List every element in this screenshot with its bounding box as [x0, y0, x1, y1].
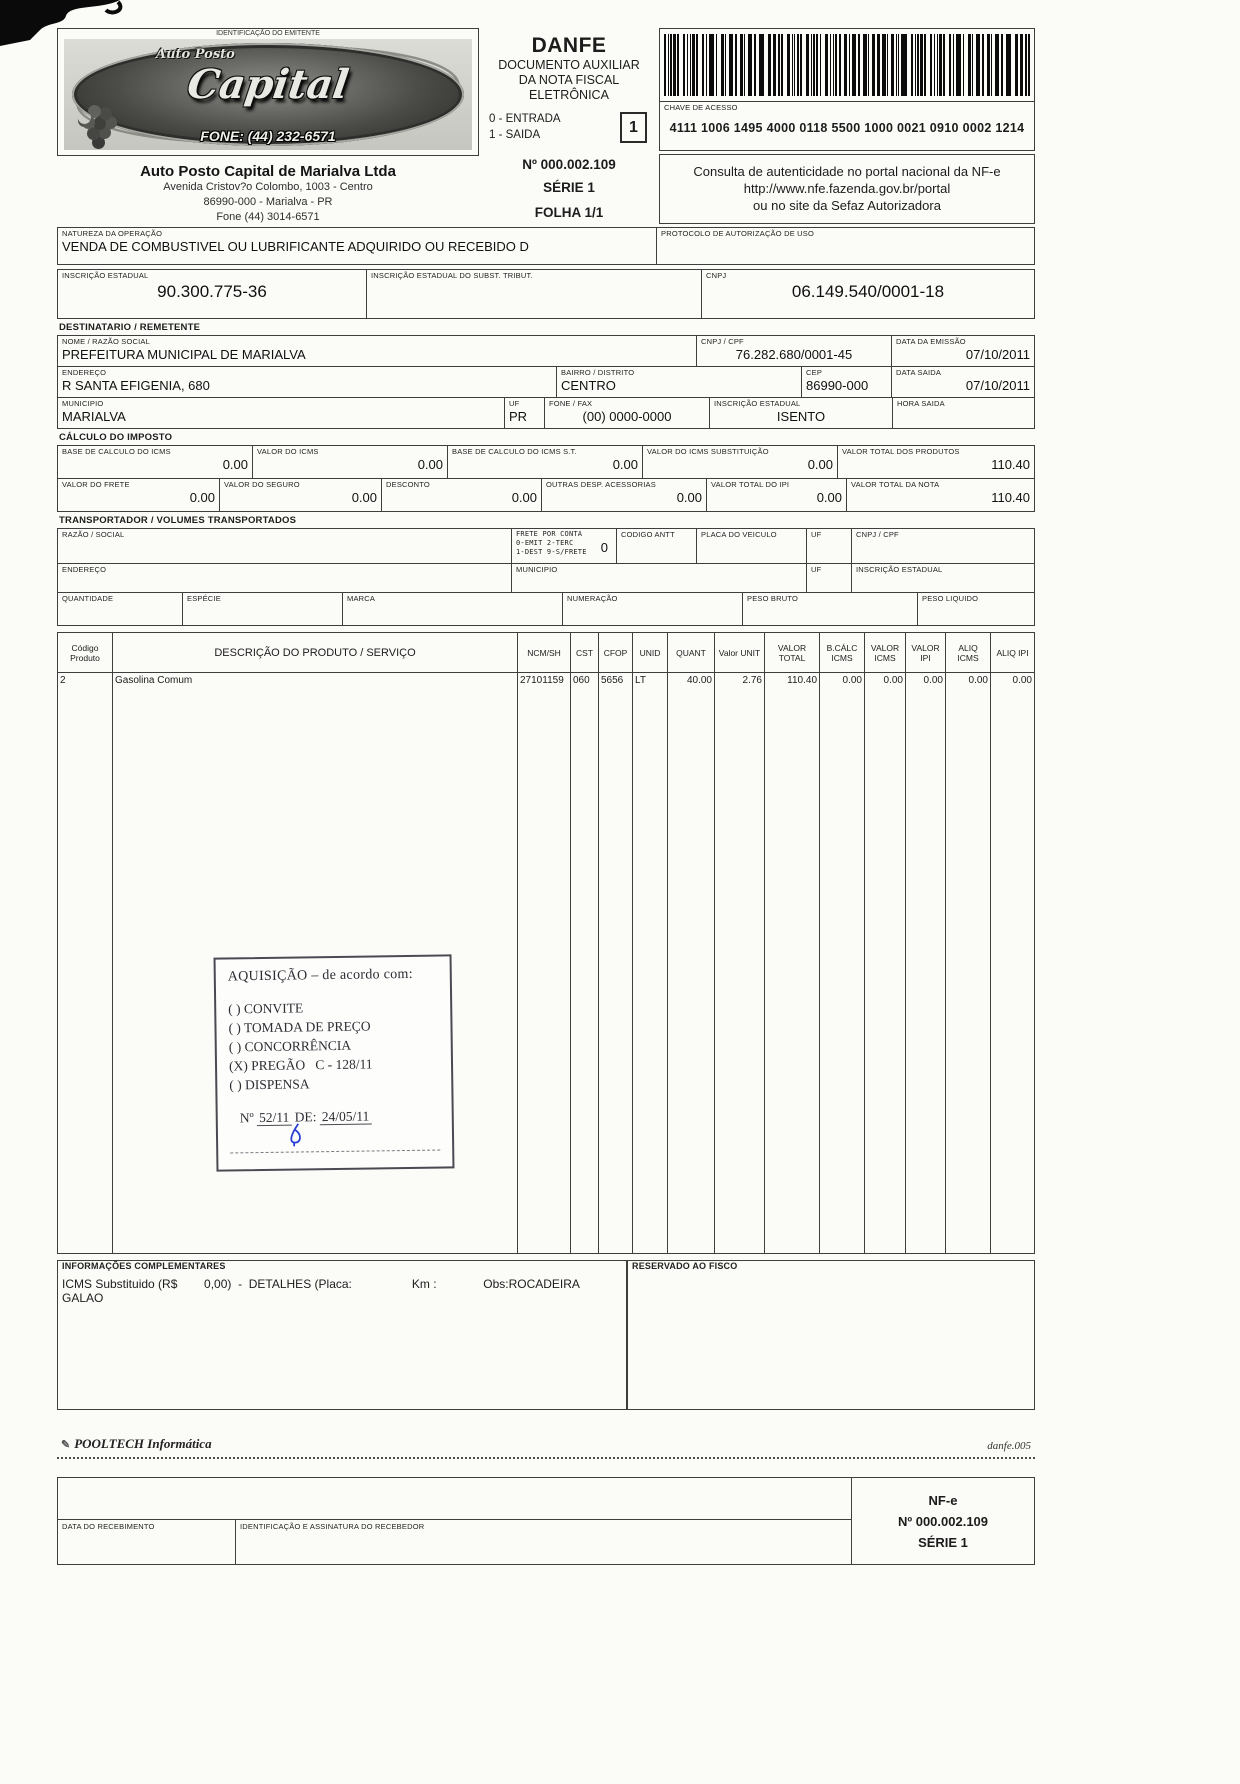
nf-serie: SÉRIE 1: [543, 180, 595, 195]
col-header-valor-icms: VALOR ICMS: [865, 633, 906, 673]
imposto-section: [57, 445, 1035, 512]
field-identificacao-assinatura: IDENTIFICAÇÃO E ASSINATURA DO RECEBEDOR: [240, 1522, 425, 1531]
field-inscricao-estadual-dest: INSCRIÇÃO ESTADUAL ISENTO: [709, 397, 893, 429]
field-quantidade: QUANTIDADE: [57, 592, 183, 626]
col-header-unid: UNID: [633, 633, 668, 673]
field-inscricao-estadual: INSCRIÇÃO ESTADUAL 90.300.775-36: [57, 269, 367, 319]
acquisition-stamp: [214, 954, 455, 1171]
stamp-option-pregao: (X) PREGÃO C - 128/11: [228, 1056, 373, 1074]
transportador-section-title: TRANSPORTADOR / VOLUMES TRANSPORTADOS: [59, 515, 297, 526]
item-cell-aliq-icms: 0.00: [946, 673, 991, 1253]
field-cnpj-emitente: CNPJ 06.149.540/0001-18: [701, 269, 1035, 319]
field-cnpj-transp: CNPJ / CPF: [851, 528, 1035, 564]
field-valor-frete: VALOR DO FRETE 0.00: [57, 478, 220, 512]
stamp-title: AQUISIÇÃO – de acordo com:: [227, 966, 413, 985]
emitter-address-line: Fone (44) 3014-6571: [216, 211, 320, 223]
field-reservado-fisco: RESERVADO AO FISCO: [627, 1260, 1035, 1410]
stamp-date-label: DE:: [294, 1109, 317, 1125]
field-nome-razao-social: NOME / RAZÃO SOCIAL PREFEITURA MUNICIPAL DE MARIALVA: [57, 335, 697, 367]
stamp-date-value: 24/05/11: [320, 1108, 372, 1125]
barcode-box: [659, 28, 1035, 102]
tipo-nf-box: 1: [620, 112, 647, 143]
item-cell-cfop: 5656: [599, 673, 633, 1253]
col-header-valor-ipi: VALOR IPI: [906, 633, 946, 673]
col-header-aliq-icms: ALIQ ICMS: [946, 633, 991, 673]
stamp-option-concorrencia: ( ) CONCORRÊNCIA: [228, 1037, 352, 1055]
item-cell-descricao: Gasolina Comum: [113, 673, 518, 1253]
destinatario-row-2: [57, 366, 1035, 398]
stamp-num-value: 52/11: [257, 1110, 291, 1126]
col-header-cst: CST: [571, 633, 599, 673]
consulta-line: ou no site da Sefaz Autorizadora: [753, 198, 941, 213]
consulta-box: [659, 154, 1035, 224]
destinatario-section-title: DESTINATARIO / REMETENTE: [59, 322, 201, 333]
destinatario-row-1: [57, 335, 1035, 367]
item-cell-valor-total: 110.40: [765, 673, 820, 1253]
col-header-quant: QUANT: [668, 633, 715, 673]
field-valor-seguro: VALOR DO SEGURO 0.00: [219, 478, 382, 512]
stamp-option-dispensa: ( ) DISPENSA: [229, 1076, 310, 1093]
col-header-descricao: DESCRIÇÃO DO PRODUTO / SERVIÇO: [113, 633, 518, 673]
field-uf: UF PR: [504, 397, 545, 429]
stub-nfe-label: NF-e: [928, 1492, 958, 1508]
emitter-name: Auto Posto Capital de Marialva Ltda: [140, 163, 396, 180]
danfe-subtitle: DA NOTA FISCAL: [518, 73, 620, 87]
nf-number: Nº 000.002.109: [522, 157, 616, 172]
pooltech-logo-icon: ✎: [61, 1439, 71, 1451]
imposto-row-1: [57, 445, 1035, 479]
stamp-footer: [230, 1108, 440, 1127]
items-body: [58, 673, 1034, 1253]
field-endereco: ENDEREÇO R SANTA EFIGENIA, 680: [57, 366, 557, 398]
emitter-info: [57, 156, 479, 225]
items-table: [57, 632, 1035, 1254]
field-bairro-distrito: BAIRRO / DISTRITO CENTRO: [556, 366, 802, 398]
field-marca: MARCA: [342, 592, 563, 626]
field-base-calculo-icms-st: BASE DE CALCULO DO ICMS S.T. 0.00: [447, 445, 643, 479]
stub-nfe-serie: SÉRIE 1: [918, 1534, 968, 1550]
field-base-calculo-icms: BASE DE CALCULO DO ICMS 0.00: [57, 445, 253, 479]
field-protocolo-autorizacao: PROTOCOLO DE AUTORIZAÇÃO DE USO: [656, 227, 1035, 265]
field-numeracao: NUMERAÇÃO: [562, 592, 743, 626]
logo-tagline: Auto Posto: [156, 47, 235, 62]
header-section: [57, 28, 1035, 225]
field-uf-transp-1: UF: [806, 528, 852, 564]
stamp-option-convite: ( ) CONVITE: [228, 1000, 304, 1017]
col-header-ncm: NCM/SH: [518, 633, 571, 673]
field-hora-saida: HORA SAIDA: [892, 397, 1035, 429]
imposto-section-title: CÁLCULO DO IMPOSTO: [59, 432, 173, 443]
barcode: [664, 34, 1030, 96]
field-valor-total-produtos: VALOR TOTAL DOS PRODUTOS 110.40: [837, 445, 1035, 479]
stub-nfe-box: [851, 1478, 1034, 1564]
transportador-row-2: [57, 563, 1035, 593]
item-cell-cst: 060: [571, 673, 599, 1253]
field-codigo-antt: CODIGO ANTT: [616, 528, 697, 564]
field-data-emissao: DATA DA EMISSÃO 07/10/2011: [891, 335, 1035, 367]
chave-acesso-label: CHAVE DE ACESSO: [664, 103, 738, 112]
inscricao-row: [57, 269, 1035, 319]
field-municipio: MUNICIPIO MARIALVA: [57, 397, 505, 429]
field-ie-transp: INSCRIÇÃO ESTADUAL: [851, 563, 1035, 593]
consulta-line: Consulta de autenticidade no portal nacional da NF-e: [693, 164, 1001, 179]
stamp-dashed-line: [230, 1150, 440, 1154]
entrada-saida-block: [485, 111, 653, 147]
item-cell-quant: 40.00: [668, 673, 715, 1253]
stub-top-strip: [58, 1478, 851, 1520]
field-endereco-transp: ENDEREÇO: [57, 563, 512, 593]
entrada-label: 0 - ENTRADA: [489, 113, 561, 125]
item-cell-valor-icms: 0.00: [865, 673, 906, 1253]
field-placa-veiculo: PLACA DO VEICULO: [696, 528, 807, 564]
danfe-version: danfe.005: [987, 1440, 1031, 1452]
info-section: [57, 1260, 1035, 1410]
col-header-codigo: Código Produto: [58, 633, 113, 673]
inscricao-section: [57, 269, 1035, 319]
item-cell-bcalc-icms: 0.00: [820, 673, 865, 1253]
field-valor-icms-substituicao: VALOR DO ICMS SUBSTITUIÇÃO 0.00: [642, 445, 838, 479]
items-header-row: [58, 633, 1034, 673]
imposto-row-2: [57, 478, 1035, 512]
item-cell-valor-ipi: 0.00: [906, 673, 946, 1253]
stub-bottom-row: [58, 1520, 851, 1564]
field-desconto: DESCONTO 0.00: [381, 478, 542, 512]
scan-corner-artifact: [0, 0, 160, 70]
danfe-subtitle: ELETRÔNICA: [529, 88, 609, 102]
field-valor-total-nota: VALOR TOTAL DA NOTA 110.40: [846, 478, 1035, 512]
field-valor-total-ipi: VALOR TOTAL DO IPI 0.00: [706, 478, 847, 512]
item-cell-valor-unit: 2.76: [715, 673, 765, 1253]
consulta-link: http://www.nfe.fazenda.gov.br/portal: [743, 181, 951, 196]
logo-phone-text: FONE: (44) 232-6571: [200, 128, 336, 144]
danfe-title: DANFE: [531, 34, 607, 57]
field-peso-bruto: PESO BRUTO: [742, 592, 918, 626]
destinatario-section: [57, 335, 1035, 429]
field-informacoes-complementares: INFORMAÇÕES COMPLEMENTARES ICMS Substituido (R$ 0,00) - DETALHES (Placa: Km : Obs:ROCADEIRA GALAO: [57, 1260, 627, 1410]
col-header-valor-unit: Valor UNIT: [715, 633, 765, 673]
field-peso-liquido: PESO LIQUIDO: [917, 592, 1035, 626]
field-data-saida: DATA SAIDA 07/10/2011: [891, 366, 1035, 398]
emitter-box-label: IDENTIFICAÇÃO DO EMITENTE: [216, 30, 320, 37]
page-footer: [57, 1436, 1035, 1452]
field-uf-transp-2: UF: [806, 563, 852, 593]
logo-brand-text: Capital: [184, 61, 352, 108]
field-cnpj-destinatario: CNPJ / CPF 76.282.680/0001-45: [696, 335, 892, 367]
col-header-aliq-ipi: ALIQ IPI: [991, 633, 1034, 673]
transportador-row-1: [57, 528, 1035, 564]
stamp-option-tomada-preco: ( ) TOMADA DE PREÇO: [228, 1018, 371, 1036]
handwritten-pen-mark: [286, 1122, 308, 1146]
transportador-row-3: [57, 592, 1035, 626]
danfe-document: [57, 28, 1035, 1565]
col-header-cfop: CFOP: [599, 633, 633, 673]
recebimento-stub: [57, 1477, 1035, 1565]
field-frete-por-conta: FRETE POR CONTA 0-EMIT 2-TERC 1-DEST 9-S/FRETE 0: [511, 528, 617, 564]
perforation-line: [57, 1457, 1035, 1459]
field-outras-despesas: OUTRAS DESP. ACESSORIAS 0.00: [541, 478, 707, 512]
field-cep: CEP 86990-000: [801, 366, 892, 398]
software-credit: ✎ POOLTECH Informática: [61, 1436, 212, 1451]
stamp-num-label: Nº: [239, 1110, 254, 1126]
stamp-options: [228, 997, 439, 1095]
natureza-row: [57, 227, 1035, 265]
danfe-column: [479, 28, 659, 220]
field-natureza-operacao: NATUREZA DA OPERAÇÃO VENDA DE COMBUSTIVEL OU LUBRIFICANTE ADQUIRIDO OU RECEBIDO D: [57, 227, 657, 265]
field-fone-fax: FONE / FAX (00) 0000-0000: [544, 397, 710, 429]
field-valor-icms: VALOR DO ICMS 0.00: [252, 445, 448, 479]
stub-nfe-numero: Nº 000.002.109: [897, 1513, 989, 1529]
col-header-valor-total: VALOR TOTAL: [765, 633, 820, 673]
grapes-decoration: [78, 111, 91, 124]
saida-label: 1 - SAIDA: [489, 129, 541, 141]
field-especie: ESPÉCIE: [182, 592, 343, 626]
danfe-subtitle: DOCUMENTO AUXILIAR: [498, 58, 640, 72]
destinatario-row-3: [57, 397, 1035, 429]
emitter-address-line: 86990-000 - Marialva - PR: [203, 196, 333, 208]
chave-acesso-value: 4111 1006 1495 4000 0118 5500 1000 0021 0910 0002 1214: [669, 121, 1025, 135]
transportador-section: [57, 528, 1035, 626]
emitter-address-line: Avenida Cristov?o Colombo, 1003 - Centro: [163, 181, 373, 193]
stub-left: [58, 1478, 851, 1564]
item-cell-codigo: 2: [58, 673, 113, 1253]
natureza-section: [57, 227, 1035, 265]
barcode-column: [659, 28, 1035, 224]
nf-folha: FOLHA 1/1: [534, 205, 604, 220]
field-razao-social-transp: RAZÃO / SOCIAL: [57, 528, 512, 564]
item-cell-ncm: 27101159: [518, 673, 571, 1253]
info-complementares-text: ICMS Substituido (R$ 0,00) - DETALHES (Placa: Km : Obs:ROCADEIRA GALAO: [62, 1277, 583, 1305]
item-cell-aliq-ipi: 0.00: [1012, 675, 1032, 686]
field-inscricao-subst: INSCRIÇÃO ESTADUAL DO SUBST. TRIBUT.: [366, 269, 702, 319]
col-header-bcalc-icms: B.CÁLC ICMS: [820, 633, 865, 673]
chave-acesso-box: [659, 101, 1035, 151]
field-data-recebimento: DATA DO RECEBIMENTO: [58, 1520, 236, 1564]
field-municipio-transp: MUNICIPIO: [511, 563, 807, 593]
item-cell-unid: LT: [633, 673, 668, 1253]
